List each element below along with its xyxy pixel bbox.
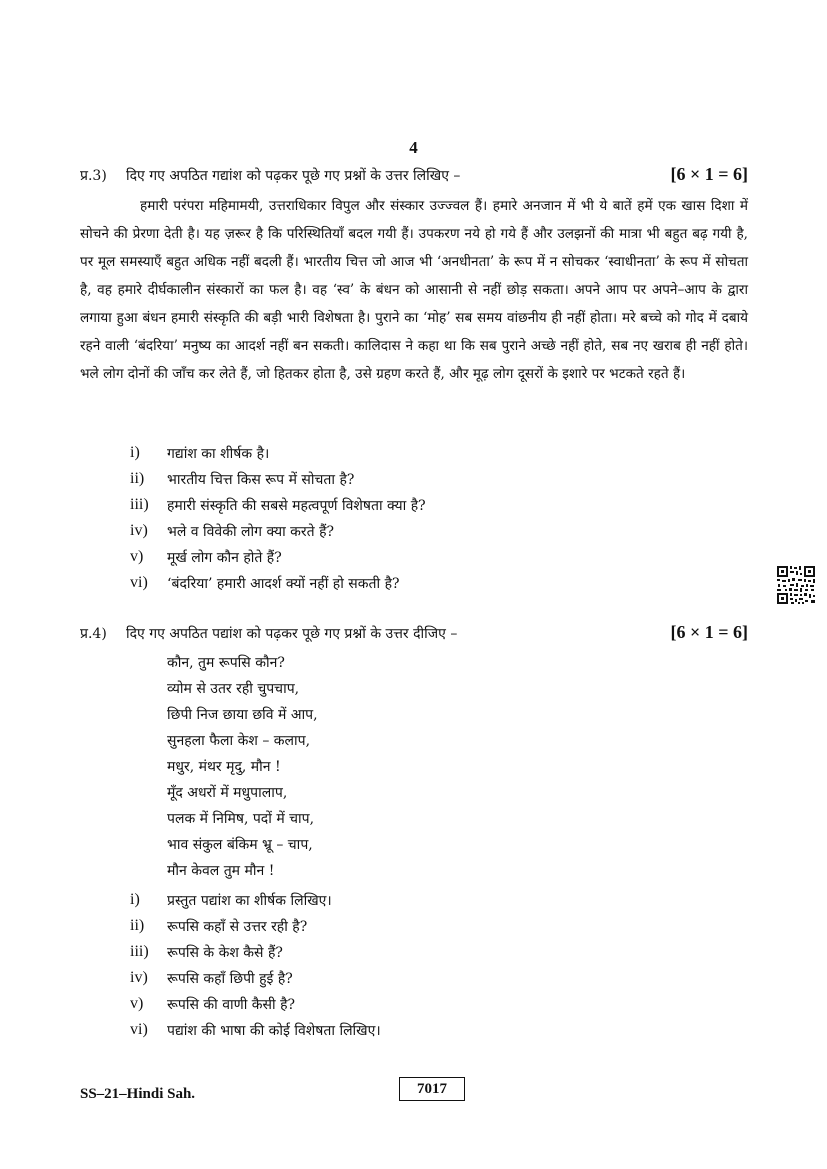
q3-subquestion-text: ‘बंदरिया’ हमारी आदर्श क्यों नहीं हो सकती है? (167, 576, 400, 592)
q3-subquestion-text: गद्यांश का शीर्षक है। (167, 446, 270, 462)
question-3-number: प्र.3) (80, 168, 107, 184)
q4-subquestion-number: i) (130, 891, 140, 908)
question-3-header (80, 166, 748, 190)
q4-subquestion-number: v) (130, 995, 144, 1012)
poem-line: व्योम से उतर रही चुपचाप, (167, 681, 300, 697)
poem-line: मौन केवल तुम मौन ! (167, 863, 275, 879)
passage-text: हमारी परंपरा महिमामयी, उत्तराधिकार विपुल और संस्कार उज्ज्वल हैं। हमारे अनजान में भी ये बातें हमें एक खास दिशा में सोचने की प्रेरणा देती है। यह ज़रूर है कि परिस्थितियाँ बदल गयी हैं। उपकरण नये हो गये हैं और उलझनों की मात्रा भी बहुत बढ़ गयी है, पर मूल समस्याएँ बहुत अधिक नहीं बदली हैं। भारतीय चित्त जो आज भी ‘अनधीनता’ के रूप में न सोचकर ‘स्वाधीनता’ के रूप में सोचता है, वह हमारे दीर्घकालीन संस्कारों का फल है। वह ‘स्व’ के बंधन को आसानी से नहीं छोड़ सकता। अपने आप पर अपने–आप के द्वारा लगाया हुआ बंधन हमारी संस्कृति की बड़ी भारी विशेषता है। पुराने का ‘मोह’ सब समय वांछनीय ही नहीं होता। मरे बच्चे को गोद में दबाये रहने वाली ‘बंदरिया’ मनुष्य का आदर्श नहीं बन सकती। कालिदास ने कहा था कि सब पुराने अच्छे नहीं होते, सब नए खराब ही नहीं होते। भले लोग दोनों की जाँच कर लेते हैं, जो हितकर होता है, उसे ग्रहण करते हैं, और मूढ़ लोग दूसरों के इशारे पर भटकते रहते हैं। (80, 198, 748, 382)
poem-line: छिपी निज छाया छवि में आप, (167, 707, 318, 723)
q3-subquestion-text: हमारी संस्कृति की सबसे महत्वपूर्ण विशेषता क्या है? (167, 498, 426, 514)
q3-subquestion (130, 548, 690, 572)
q3-subquestion-number: vi) (130, 574, 148, 591)
q3-subquestion-number: ii) (130, 470, 145, 487)
question-3-instruction: दिए गए अपठित गद्यांश को पढ़कर पूछे गए प्रश्नों के उत्तर लिखिए – (126, 168, 461, 184)
q4-subquestion-text: रूपसि की वाणी कैसी है? (167, 997, 296, 1013)
q3-subquestion-number: iv) (130, 522, 148, 539)
q4-subquestion-number: iv) (130, 969, 148, 986)
q4-subquestion-text: प्रस्तुत पद्यांश का शीर्षक लिखिए। (167, 893, 332, 909)
poem-line: कौन, तुम रूपसि कौन? (167, 655, 285, 671)
question-4-instruction: दिए गए अपठित पद्यांश को पढ़कर पूछे गए प्रश्नों के उत्तर दीजिए – (126, 626, 458, 642)
q4-subquestion-number: vi) (130, 1021, 148, 1038)
q3-subquestion (130, 470, 690, 494)
poem-line: सुनहला फैला केश – कलाप, (167, 733, 311, 749)
q4-subquestion (130, 917, 690, 941)
question-4-number: प्र.4) (80, 626, 107, 642)
question-4-header (80, 624, 748, 648)
q3-subquestion (130, 444, 690, 468)
poem-line: मधुर, मंथर मृदु, मौन ! (167, 759, 281, 775)
question-4-marks: [6 × 1 = 6] (670, 622, 748, 642)
q4-subquestion-text: रूपसि कहाँ से उत्तर रही है? (167, 919, 308, 935)
q4-subquestion-number: iii) (130, 943, 149, 960)
q3-subquestion (130, 574, 690, 598)
qr-code (776, 565, 816, 605)
q4-subquestion (130, 943, 690, 967)
q3-subquestion (130, 496, 690, 520)
q3-subquestion-text: भले व विवेकी लोग क्या करते हैं? (167, 524, 335, 540)
q3-subquestion (130, 522, 690, 546)
question-3-passage (80, 192, 748, 388)
q4-subquestion (130, 1021, 690, 1045)
q4-subquestion (130, 995, 690, 1019)
q4-subquestion (130, 891, 690, 915)
q4-subquestion-number: ii) (130, 917, 145, 934)
poem-line: भाव संकुल बंकिम भ्रू – चाप, (167, 837, 313, 853)
q3-subquestion-text: मूर्ख लोग कौन होते हैं? (167, 550, 282, 566)
q3-subquestion-number: i) (130, 444, 140, 461)
poem-line: पलक में निमिष, पदों में चाप, (167, 811, 315, 827)
question-4-poem (167, 650, 627, 884)
page-number: 4 (409, 138, 418, 157)
question-3-marks: [6 × 1 = 6] (670, 164, 748, 184)
q3-subquestion-number: iii) (130, 496, 149, 513)
serial-number-box: 7017 (399, 1077, 465, 1101)
poem-line: मूँद अधरों में मधुपालाप, (167, 785, 288, 801)
q4-subquestion-text: रूपसि कहाँ छिपी हुई है? (167, 971, 293, 987)
q4-subquestion (130, 969, 690, 993)
paper-code: SS–21–Hindi Sah. (80, 1086, 196, 1102)
q4-subquestion-text: पद्यांश की भाषा की कोई विशेषता लिखिए। (167, 1023, 381, 1039)
q4-subquestion-text: रूपसि के केश कैसे हैं? (167, 945, 283, 961)
q3-subquestion-number: v) (130, 548, 144, 565)
q3-subquestion-text: भारतीय चित्त किस रूप में सोचता है? (167, 472, 355, 488)
